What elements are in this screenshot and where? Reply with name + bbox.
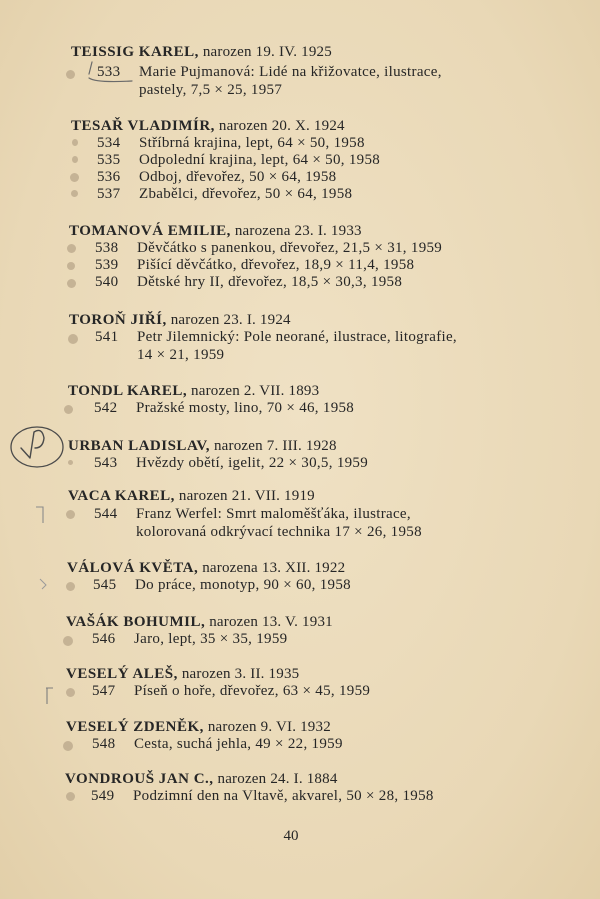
work-title: Odpolední krajina, lept, 64 × 50, 1958 xyxy=(139,152,381,168)
artist-heading xyxy=(68,438,337,455)
artist-heading xyxy=(66,614,333,631)
work-title: Franz Werfel: Smrt maloměšťáka, ilustrace, xyxy=(136,506,411,522)
work-number: 537 xyxy=(97,186,121,202)
work-title: Pražské mosty, lino, 70 × 46, 1958 xyxy=(136,400,355,416)
artist-heading xyxy=(67,560,345,577)
work-title: Cesta, suchá jehla, 49 × 22, 1959 xyxy=(134,736,343,752)
artist-name: VONDROUŠ JAN C., xyxy=(65,771,214,787)
artist-born: narozena 23. I. 1933 xyxy=(234,223,362,239)
artist-heading xyxy=(65,771,338,788)
work-number: 549 xyxy=(91,788,115,804)
bullet-dot xyxy=(67,262,75,270)
work-title-continued: pastely, 7,5 × 25, 1957 xyxy=(139,82,283,98)
bullet-dot xyxy=(64,405,73,414)
artist-name: URBAN LADISLAV, xyxy=(68,438,210,454)
work-number: 548 xyxy=(92,736,116,752)
artist-born: narozen 24. I. 1884 xyxy=(217,771,338,787)
pencil-underline-mark xyxy=(86,60,136,90)
work-number: 544 xyxy=(94,506,118,522)
artist-born: narozen 2. VII. 1893 xyxy=(191,383,320,399)
work-title: Dětské hry II, dřevořez, 18,5 × 30,3, 1958 xyxy=(137,274,403,290)
artist-born: narozen 9. VI. 1932 xyxy=(207,719,331,735)
work-title: Zbabělci, dřevořez, 50 × 64, 1958 xyxy=(139,186,353,202)
artist-name: VESELÝ ALEŠ, xyxy=(66,666,178,682)
work-number: 543 xyxy=(94,455,118,471)
work-number: 533 xyxy=(97,64,121,80)
bullet-dot xyxy=(63,636,73,646)
artist-born: narozen 3. II. 1935 xyxy=(181,666,300,682)
bullet-dot xyxy=(66,510,75,519)
pencil-tick-mark xyxy=(42,684,56,706)
artist-heading xyxy=(69,312,291,329)
work-number: 540 xyxy=(95,274,119,290)
work-title: Píseň o hoře, dřevořez, 63 × 45, 1959 xyxy=(134,683,371,699)
bullet-dot xyxy=(66,70,75,79)
artist-born: narozena 13. XII. 1922 xyxy=(202,560,346,576)
work-title: Stříbrná krajina, lept, 64 × 50, 1958 xyxy=(139,135,365,151)
work-title: Marie Pujmanová: Lidé na křižovatce, ilustrace, xyxy=(139,64,442,80)
bullet-dot xyxy=(68,460,73,465)
work-title: Pišící děvčátko, dřevořez, 18,9 × 11,4, 1958 xyxy=(137,257,415,273)
artist-heading xyxy=(66,719,331,736)
bullet-dot xyxy=(66,582,75,591)
artist-heading xyxy=(66,666,299,683)
pencil-tick-mark xyxy=(34,504,48,526)
bullet-dot xyxy=(66,688,75,697)
work-title: Petr Jilemnický: Pole neorané, ilustrace, litografie, xyxy=(137,329,457,345)
bullet-dot xyxy=(67,244,76,253)
work-title: Hvězdy obětí, igelit, 22 × 30,5, 1959 xyxy=(136,455,369,471)
page-number: 40 xyxy=(283,828,299,844)
artist-born: narozen 20. X. 1924 xyxy=(218,118,345,134)
work-number: 538 xyxy=(95,240,119,256)
artist-born: narozen 19. IV. 1925 xyxy=(202,44,332,60)
work-title: Jaro, lept, 35 × 35, 1959 xyxy=(134,631,288,647)
artist-name: VÁLOVÁ KVĚTA, xyxy=(67,560,199,576)
artist-born: narozen 7. III. 1928 xyxy=(213,438,337,454)
artist-heading xyxy=(68,383,319,400)
artist-heading xyxy=(71,118,345,135)
artist-heading xyxy=(69,223,362,240)
work-title: Podzimní den na Vltavě, akvarel, 50 × 28, 1958 xyxy=(133,788,434,804)
artist-name: TOMANOVÁ EMILIE, xyxy=(69,223,231,239)
artist-name: VACA KAREL, xyxy=(68,488,175,504)
artist-born: narozen 21. VII. 1919 xyxy=(178,488,315,504)
artist-name: VAŠÁK BOHUMIL, xyxy=(66,614,206,630)
work-number: 547 xyxy=(92,683,116,699)
bullet-dot xyxy=(68,334,78,344)
artist-name: VESELÝ ZDENĚK, xyxy=(66,719,204,735)
artist-name: TESAŘ VLADIMÍR, xyxy=(71,118,215,134)
artist-born: narozen 13. V. 1931 xyxy=(209,614,333,630)
bullet-dot xyxy=(66,792,75,801)
bullet-dot xyxy=(67,279,76,288)
pencil-circle-check-mark xyxy=(8,424,68,472)
work-number: 536 xyxy=(97,169,121,185)
artist-name: TONDL KAREL, xyxy=(68,383,188,399)
artist-heading xyxy=(68,488,315,505)
artist-born: narozen 23. I. 1924 xyxy=(170,312,291,328)
work-number: 534 xyxy=(97,135,121,151)
artist-name: TOROŇ JIŘÍ, xyxy=(69,312,167,328)
work-number: 535 xyxy=(97,152,121,168)
work-title: Odboj, dřevořez, 50 × 64, 1958 xyxy=(139,169,337,185)
work-number: 546 xyxy=(92,631,116,647)
work-number: 539 xyxy=(95,257,119,273)
work-title: Děvčátko s panenkou, dřevořez, 21,5 × 31, 1959 xyxy=(137,240,443,256)
pencil-tick-mark xyxy=(38,577,50,591)
work-number: 541 xyxy=(95,329,119,345)
bullet-dot xyxy=(72,156,78,163)
work-title-continued: kolorovaná odkrývací technika 17 × 26, 1958 xyxy=(136,524,422,540)
work-number: 545 xyxy=(93,577,117,593)
bullet-dot xyxy=(71,190,78,197)
bullet-dot xyxy=(72,139,78,146)
bullet-dot xyxy=(63,741,73,751)
bullet-dot xyxy=(70,173,79,182)
artist-heading xyxy=(71,44,332,61)
work-number: 542 xyxy=(94,400,118,416)
work-title: Do práce, monotyp, 90 × 60, 1958 xyxy=(135,577,351,593)
work-title-continued: 14 × 21, 1959 xyxy=(137,347,225,363)
artist-name: TEISSIG KAREL, xyxy=(71,44,199,60)
